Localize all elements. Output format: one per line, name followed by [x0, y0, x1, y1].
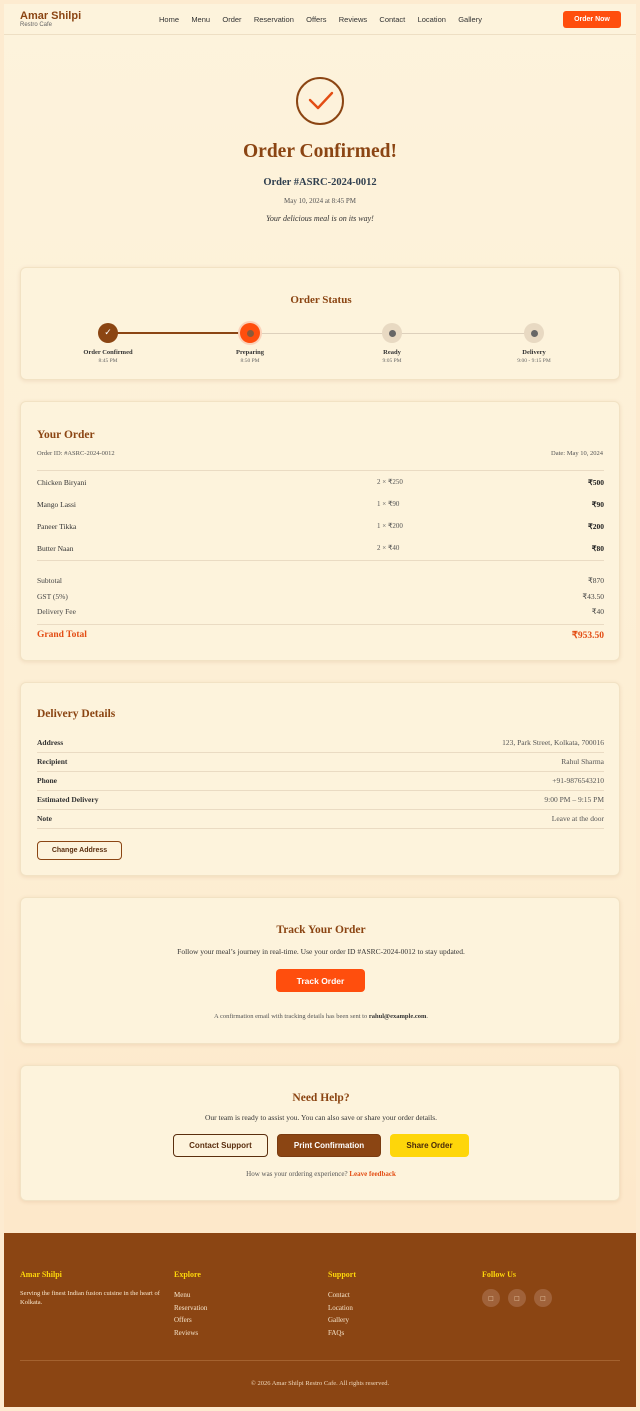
confirmation-hero — [4, 35, 636, 255]
detail-label: Address — [37, 738, 64, 747]
order-item — [37, 500, 604, 512]
order-item — [37, 478, 604, 490]
footer-link-offers[interactable]: Offers — [174, 1316, 192, 1324]
brand-tagline: Restro Cafe — [20, 22, 53, 28]
step-label: Ready — [383, 349, 401, 356]
track-order-card — [20, 897, 620, 1044]
change-address-button[interactable]: Change Address — [37, 841, 122, 860]
help-title: Need Help? — [292, 1092, 350, 1104]
item-qty: 1 × ₹200 — [377, 522, 403, 530]
leave-feedback-link[interactable]: Leave feedback — [349, 1170, 396, 1178]
main-nav — [159, 15, 494, 24]
footer-brand: Amar Shilpi — [20, 1270, 62, 1279]
nav-home[interactable]: Home — [159, 15, 180, 24]
need-help-card — [20, 1065, 620, 1201]
checkmark-icon — [308, 91, 334, 111]
status-step-ready — [342, 323, 442, 364]
confirmation-email: rahul@example.com — [368, 1013, 427, 1020]
nav-order[interactable]: Order — [222, 15, 242, 24]
order-title: Your Order — [37, 429, 95, 441]
feedback-text: How was your ordering experience? — [246, 1170, 348, 1178]
delivery-fee-value: ₹40 — [591, 607, 604, 616]
detail-label: Recipient — [37, 757, 68, 766]
item-price: ₹90 — [591, 500, 604, 509]
item-qty: 1 × ₹90 — [377, 500, 400, 508]
footer-link-menu[interactable]: Menu — [174, 1291, 191, 1299]
facebook-icon[interactable]: □ — [482, 1289, 500, 1307]
instagram-icon[interactable]: □ — [508, 1289, 526, 1307]
order-item — [37, 544, 604, 556]
email-note — [21, 1013, 621, 1020]
order-status-card — [20, 267, 620, 380]
grand-total-label: Grand Total — [37, 630, 87, 640]
status-step-confirmed — [58, 323, 158, 364]
track-description: Follow your meal’s journey in real-time. Use your order ID #ASRC-2024-0012 to stay updated. — [177, 947, 465, 956]
gst-label: GST (5%) — [37, 592, 68, 601]
status-step-preparing — [200, 323, 300, 364]
detail-value: Rahul Sharma — [561, 757, 604, 766]
detail-label: Note — [37, 814, 52, 823]
step-time: 8:45 PM — [98, 358, 118, 364]
item-qty: 2 × ₹250 — [377, 478, 403, 486]
nav-gallery[interactable]: Gallery — [458, 15, 482, 24]
help-description: Our team is ready to assist you. You can also save or share your order details. — [204, 1113, 438, 1122]
grand-total-value: ₹953.50 — [571, 631, 604, 641]
track-order-button[interactable]: Track Order — [276, 969, 365, 992]
check-icon: ✓ — [98, 323, 118, 343]
step-label: Preparing — [235, 349, 265, 356]
social-links — [482, 1289, 560, 1307]
footer-link-contact[interactable]: Contact — [328, 1291, 350, 1299]
current-step-icon — [240, 323, 260, 343]
subtotal-label: Subtotal — [37, 576, 63, 585]
footer-support — [328, 1270, 356, 1339]
detail-value: 9:00 PM – 9:15 PM — [544, 795, 604, 804]
print-confirmation-button[interactable]: Print Confirmation — [277, 1134, 381, 1157]
nav-offers[interactable]: Offers — [306, 15, 327, 24]
order-id: Order ID: #ASRC-2024-0012 — [37, 450, 115, 457]
share-order-button[interactable]: Share Order — [390, 1134, 469, 1157]
detail-value: 123, Park Street, Kolkata, 700016 — [502, 738, 604, 747]
nav-contact[interactable]: Contact — [379, 15, 406, 24]
page — [4, 4, 636, 1407]
delivery-details-card — [20, 682, 620, 876]
footer-link-reservation[interactable]: Reservation — [174, 1303, 208, 1312]
delivery-fee-row — [37, 607, 604, 616]
order-summary-card — [20, 401, 620, 661]
check-circle-icon — [296, 77, 344, 125]
item-name: Paneer Tikka — [37, 522, 77, 531]
footer-link-gallery[interactable]: Gallery — [328, 1316, 349, 1324]
divider — [37, 470, 604, 471]
gst-row — [37, 592, 604, 601]
detail-value: Leave at the door — [551, 814, 604, 823]
email-note-text: A confirmation email with tracking details has been sent to — [213, 1013, 368, 1020]
footer-link-reviews[interactable]: Reviews — [174, 1328, 199, 1337]
subtotal-row — [37, 576, 604, 585]
status-title: Order Status — [290, 294, 352, 306]
nav-location[interactable]: Location — [417, 15, 446, 24]
delivery-row-note — [37, 810, 604, 829]
order-date: Date: May 10, 2024 — [551, 450, 603, 457]
item-name: Mango Lassi — [37, 500, 76, 509]
step-time: 9:05 PM — [382, 358, 402, 364]
track-title: Track Your Order — [276, 924, 366, 936]
nav-menu[interactable]: Menu — [191, 15, 211, 24]
footer-follow — [482, 1270, 560, 1307]
order-now-button[interactable]: Order Now — [563, 11, 621, 28]
site-header — [4, 4, 636, 35]
footer-follow-title: Follow Us — [482, 1270, 516, 1279]
subtotal-value: ₹870 — [587, 576, 604, 585]
gst-value: ₹43.50 — [582, 592, 604, 601]
divider — [37, 560, 604, 561]
divider — [37, 624, 604, 625]
delivery-row-recipient — [37, 753, 604, 772]
brand-name: Amar Shilpi — [20, 10, 82, 22]
footer-link-location[interactable]: Location — [328, 1303, 353, 1312]
page-title: Order Confirmed! — [243, 141, 397, 162]
footer-support-title: Support — [328, 1270, 357, 1279]
order-number: Order #ASRC-2024-0012 — [263, 177, 377, 188]
delivery-row-phone — [37, 772, 604, 791]
footer-divider — [20, 1360, 620, 1361]
twitter-icon[interactable]: □ — [534, 1289, 552, 1307]
detail-label: Phone — [37, 776, 58, 785]
step-time: 8:50 PM — [240, 358, 260, 364]
item-price: ₹200 — [587, 522, 604, 531]
footer-explore-title: Explore — [174, 1270, 201, 1279]
footer-about-text: Serving the finest Indian fusion cuisine in the heart of Kolkata. — [20, 1290, 160, 1306]
delivery-title: Delivery Details — [37, 708, 116, 720]
step-time: 9:00 - 9:15 PM — [517, 358, 551, 364]
copyright: © 2026 Amar Shilpi Restro Cafe. All rights reserved. — [250, 1380, 390, 1387]
item-qty: 2 × ₹40 — [377, 544, 400, 552]
order-item — [37, 522, 604, 534]
detail-value: +91-9876543210 — [552, 776, 604, 785]
detail-label: Estimated Delivery — [37, 795, 99, 804]
footer-link-faqs[interactable]: FAQs — [328, 1328, 345, 1337]
item-name: Butter Naan — [37, 544, 74, 553]
nav-reservation[interactable]: Reservation — [253, 15, 294, 24]
step-label: Delivery — [522, 349, 546, 356]
email-note-end: . — [426, 1013, 428, 1020]
grand-total-row — [37, 630, 604, 640]
nav-reviews[interactable]: Reviews — [338, 15, 368, 24]
item-price: ₹80 — [591, 544, 604, 553]
feedback-prompt — [21, 1170, 621, 1178]
footer-explore — [174, 1270, 207, 1339]
hero-message: Your delicious meal is on its way! — [266, 214, 374, 223]
item-price: ₹500 — [587, 478, 604, 487]
pending-step-icon — [382, 323, 402, 343]
step-label: Order Confirmed — [83, 349, 133, 356]
status-step-delivery — [484, 323, 584, 364]
delivery-fee-label: Delivery Fee — [37, 607, 76, 616]
delivery-row-address — [37, 734, 604, 753]
footer-about — [20, 1270, 160, 1307]
delivery-row-eta — [37, 791, 604, 810]
brand-logo[interactable] — [20, 10, 81, 29]
item-name: Chicken Biryani — [37, 478, 87, 487]
pending-step-icon — [524, 323, 544, 343]
site-footer — [4, 1233, 636, 1407]
contact-support-button[interactable]: Contact Support — [173, 1134, 268, 1157]
order-datetime: May 10, 2024 at 8:45 PM — [284, 197, 356, 205]
